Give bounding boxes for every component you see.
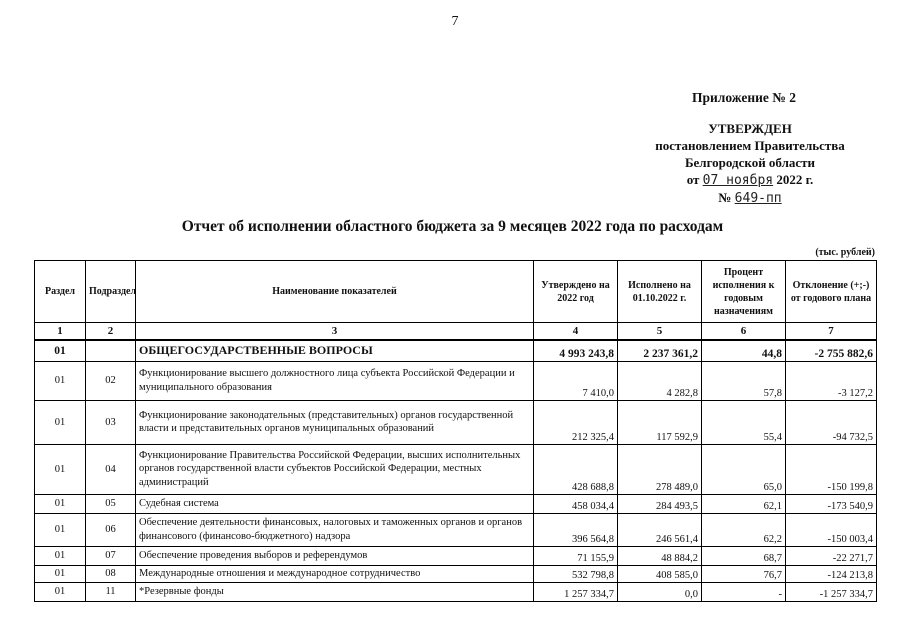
header-name: Наименование показателей <box>136 261 534 323</box>
cell-percent: 68,7 <box>702 546 786 565</box>
cell-section: 01 <box>35 513 86 546</box>
cell-approved: 1 257 334,7 <box>534 582 618 601</box>
cell-executed: 4 282,8 <box>618 361 702 400</box>
cell-executed: 278 489,0 <box>618 444 702 494</box>
cell-section: 01 <box>35 400 86 444</box>
cell-subsection: 03 <box>86 400 136 444</box>
column-number: 7 <box>786 323 877 341</box>
cell-deviation: -3 127,2 <box>786 361 877 400</box>
cell-executed: 48 884,2 <box>618 546 702 565</box>
cell-executed: 2 237 361,2 <box>618 340 702 361</box>
cell-executed: 284 493,5 <box>618 494 702 513</box>
cell-name: Обеспечение проведения выборов и референдумов <box>136 546 534 565</box>
cell-section: 01 <box>35 546 86 565</box>
approval-number-prefix: № <box>718 190 732 205</box>
appendix-label: Приложение № 2 <box>692 90 796 105</box>
cell-name: Международные отношения и международное сотрудничество <box>136 565 534 582</box>
cell-approved: 396 564,8 <box>534 513 618 546</box>
table-row <box>35 565 877 582</box>
cell-subsection: 02 <box>86 361 136 400</box>
units-label: (тыс. рублей) <box>815 247 875 258</box>
cell-subsection: 05 <box>86 494 136 513</box>
cell-section: 01 <box>35 340 86 361</box>
cell-section: 01 <box>35 444 86 494</box>
cell-approved: 212 325,4 <box>534 400 618 444</box>
cell-approved: 458 034,4 <box>534 494 618 513</box>
cell-approved: 428 688,8 <box>534 444 618 494</box>
cell-name: Функционирование Правительства Российской Федерации, высших исполнительных органов государственной власти субъектов Российской Федерации, местных администраций <box>136 444 534 494</box>
column-number: 5 <box>618 323 702 341</box>
approval-date-prefix: от <box>686 172 700 187</box>
column-number: 3 <box>136 323 534 341</box>
report-title: Отчет об исполнении областного бюджета за 9 месяцев 2022 года по расходам <box>181 218 724 235</box>
table-row <box>35 546 877 565</box>
cell-deviation: -94 732,5 <box>786 400 877 444</box>
cell-subsection: 08 <box>86 565 136 582</box>
table-row <box>35 582 877 601</box>
approval-number-handwritten: 649-пп <box>734 191 782 206</box>
cell-name: Обеспечение деятельности финансовых, налоговых и таможенных органов и органов финансового (финансово-бюджетного) надзора <box>136 513 534 546</box>
cell-name: Функционирование высшего должностного лица субъекта Российской Федерации и муниципального образования <box>136 361 534 400</box>
cell-approved: 532 798,8 <box>534 565 618 582</box>
budget-table <box>34 260 877 602</box>
table-row <box>35 361 877 400</box>
cell-executed: 408 585,0 <box>618 565 702 582</box>
approval-line-2: Белгородской области <box>684 155 816 170</box>
table-row <box>35 400 877 444</box>
header-section: Раздел <box>35 261 86 323</box>
cell-percent: 44,8 <box>702 340 786 361</box>
approval-date-line <box>630 171 870 189</box>
cell-section: 01 <box>35 582 86 601</box>
column-number-row <box>35 323 877 341</box>
cell-section: 01 <box>35 565 86 582</box>
cell-subsection: 06 <box>86 513 136 546</box>
cell-percent: 62,2 <box>702 513 786 546</box>
cell-section: 01 <box>35 494 86 513</box>
header-subsection: Подраздел <box>86 261 136 323</box>
cell-percent: - <box>702 582 786 601</box>
cell-percent: 57,8 <box>702 361 786 400</box>
header-approved: Утверждено на 2022 год <box>534 261 618 323</box>
header-executed: Исполнено на 01.10.2022 г. <box>618 261 702 323</box>
header-percent: Процент исполнения к годовым назначениям <box>702 261 786 323</box>
table-row <box>35 494 877 513</box>
cell-approved: 71 155,9 <box>534 546 618 565</box>
cell-name: *Резервные фонды <box>136 582 534 601</box>
cell-name: Судебная система <box>136 494 534 513</box>
approval-date-handwritten: 07 ноября <box>702 173 774 188</box>
table-row <box>35 513 877 546</box>
cell-approved: 7 410,0 <box>534 361 618 400</box>
cell-deviation: -22 271,7 <box>786 546 877 565</box>
cell-subsection: 11 <box>86 582 136 601</box>
cell-name: Функционирование законодательных (представительных) органов государственной власти и представительных органов муниципальных образований <box>136 400 534 444</box>
approval-line-1: постановлением Правительства <box>655 138 845 153</box>
cell-executed: 117 592,9 <box>618 400 702 444</box>
approval-heading: УТВЕРЖДЕН <box>708 121 792 136</box>
cell-deviation: -150 003,4 <box>786 513 877 546</box>
header-deviation: Отклонение (+;-) от годового плана <box>786 261 877 323</box>
column-number: 2 <box>86 323 136 341</box>
column-number: 6 <box>702 323 786 341</box>
cell-deviation: -2 755 882,6 <box>786 340 877 361</box>
cell-deviation: -124 213,8 <box>786 565 877 582</box>
cell-deviation: -150 199,8 <box>786 444 877 494</box>
cell-subsection: 07 <box>86 546 136 565</box>
cell-section: 01 <box>35 361 86 400</box>
column-number: 1 <box>35 323 86 341</box>
approval-date-suffix: 2022 г. <box>776 172 814 187</box>
cell-percent: 76,7 <box>702 565 786 582</box>
cell-subsection <box>86 340 136 361</box>
column-number: 4 <box>534 323 618 341</box>
cell-name: ОБЩЕГОСУДАРСТВЕННЫЕ ВОПРОСЫ <box>136 340 534 361</box>
page-number: 7 <box>451 14 459 29</box>
cell-percent: 65,0 <box>702 444 786 494</box>
approval-block <box>630 120 870 207</box>
cell-executed: 246 561,4 <box>618 513 702 546</box>
table-header-row <box>35 261 877 323</box>
table-row <box>35 444 877 494</box>
cell-percent: 55,4 <box>702 400 786 444</box>
cell-deviation: -1 257 334,7 <box>786 582 877 601</box>
cell-approved: 4 993 243,8 <box>534 340 618 361</box>
approval-number-line <box>630 189 870 207</box>
cell-executed: 0,0 <box>618 582 702 601</box>
cell-subsection: 04 <box>86 444 136 494</box>
cell-percent: 62,1 <box>702 494 786 513</box>
table-row-total <box>35 340 877 361</box>
cell-deviation: -173 540,9 <box>786 494 877 513</box>
